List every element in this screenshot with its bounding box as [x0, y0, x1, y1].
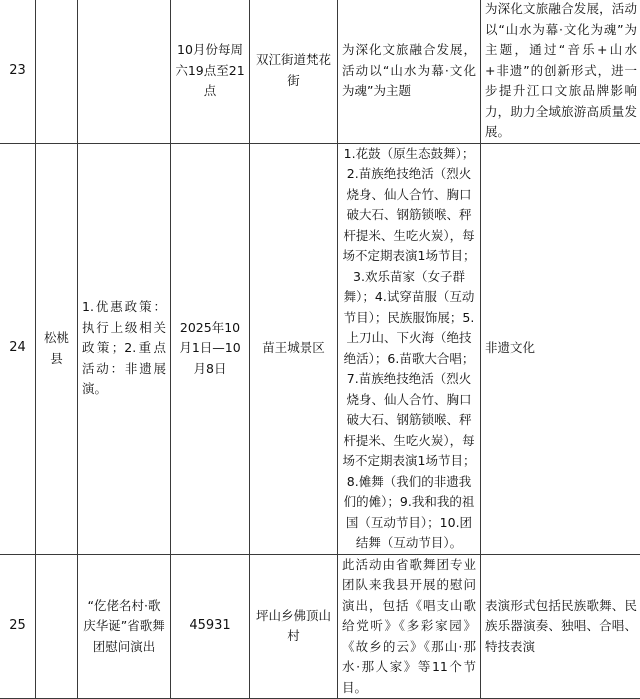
remark-cell: 为深化文旅融合发展，活动以“山水为幕·文化为魂”为主题，通过“音乐+山水+非遗”的创新形式，进一步提升江口文旅品牌影响力，助力全域旅游高质量发展。 — [481, 0, 640, 143]
remark-cell: 非遗文化 — [481, 143, 640, 554]
row-number: 25 — [0, 554, 36, 699]
place-cell: 苗王城景区 — [250, 143, 338, 554]
time-cell: 45931 — [171, 554, 250, 699]
table-row — [0, 143, 640, 554]
policy-cell: “仡佬名村·歌庆华诞”省歌舞团慰问演出 — [78, 554, 171, 699]
county-cell: 松桃县 — [36, 143, 78, 554]
policy-cell: 1.优惠政策：执行上级相关政策；2.重点活动：非遗展演。 — [78, 143, 171, 554]
place-cell: 坪山乡佛顶山村 — [250, 554, 338, 699]
remark-cell: 表演形式包括民族歌舞、民族乐器演奏、独唱、合唱、特技表演 — [481, 554, 640, 699]
time-cell: 10月份每周六19点至21点 — [171, 0, 250, 143]
content-cell: 1.花鼓（原生态鼓舞）；2.苗族绝技绝活（烈火烧身、仙人合竹、胸口破大石、钢筋锁喉、秤杆提米、生吃火炭），每场不定期表演1场节目；3.欢乐苗家（女子群舞）；4.试穿苗服（互动节目）；民族服饰展；5.上刀山、下火海（绝技绝活）；6.苗歌大合唱；7.苗族绝技绝活（烈火烧身、仙人合竹、胸口破大石、钢筋锁喉、秤杆提米、生吃火炭），每场不定期表演1场节目；8.傩舞（我们的非遗我们的傩）；9.我和我的祖国（互动节目）；10.团结舞（互动节目）。 — [338, 143, 481, 554]
place-cell: 双江街道梵花街 — [250, 0, 338, 143]
county-cell — [36, 0, 78, 143]
policy-cell — [78, 0, 171, 143]
table-row — [0, 0, 640, 143]
county-cell — [36, 554, 78, 699]
content-cell: 此活动由省歌舞团专业团队来我县开展的慰问演出，包括《唱支山歌给党听》《多彩家园》《故乡的云》《那山·那水·那人家》等11个节目。 — [338, 554, 481, 699]
content-cell: 为深化文旅融合发展，活动以“山水为幕·文化为魂”为主题 — [338, 0, 481, 143]
table-row — [0, 554, 640, 699]
time-cell: 2025年10月1日—10月8日 — [171, 143, 250, 554]
row-number: 24 — [0, 143, 36, 554]
row-number: 23 — [0, 0, 36, 143]
